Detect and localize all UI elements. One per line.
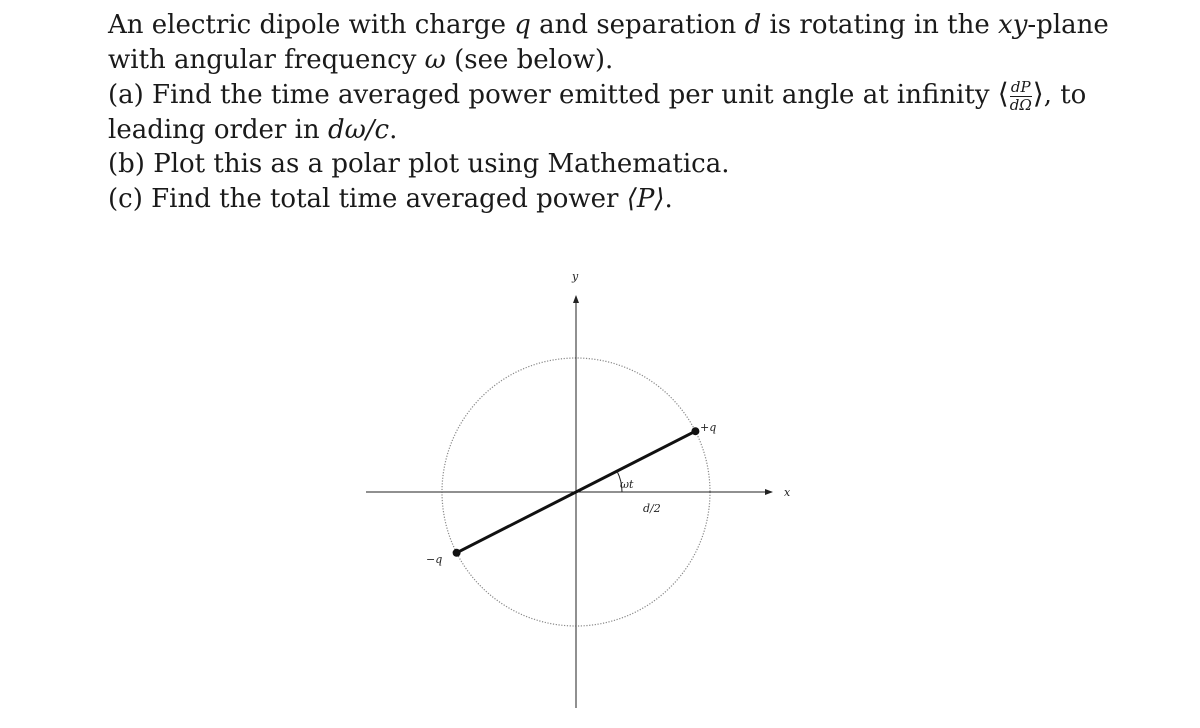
left-angle-bracket: ⟨ (997, 77, 1009, 110)
right-angle-bracket: ⟩ (1032, 77, 1044, 110)
part-a-text-1: (a) Find the time averaged power emitted per unit angle at infinity (108, 80, 998, 110)
positive-charge-label: +q (700, 421, 717, 434)
part-c-text-1: (c) Find the total time averaged power (108, 183, 627, 214)
negative-charge-label: −q (426, 553, 443, 566)
separation-symbol: d (744, 10, 762, 40)
plane-symbol: xy (998, 10, 1028, 40)
fraction-numerator: dP (1010, 77, 1031, 96)
x-axis-label: x (784, 486, 791, 499)
part-a-text-3: leading order in (108, 114, 328, 145)
negative-charge-dot (453, 549, 461, 557)
part-c-text-2: . (664, 183, 673, 214)
radius-label: d/2 (643, 502, 661, 515)
part-a-text-2: , to (1043, 80, 1087, 110)
total-power-expression: ⟨P⟩ (626, 183, 665, 214)
intro-text-4: -plane (1027, 10, 1109, 40)
intro-text-6: (see below). (445, 44, 614, 75)
intro-text-2: and separation (530, 10, 745, 40)
intro-text-5: with angular frequency (108, 44, 425, 75)
y-axis-label: y (572, 270, 579, 283)
leading-order-expression: dω/c (327, 114, 390, 145)
part-a-text-4: . (389, 114, 398, 145)
angle-label: ωt (620, 478, 634, 491)
part-b-text: (b) Plot this as a polar plot using Mathematica. (108, 149, 730, 179)
omega-symbol: ω (424, 44, 446, 75)
fraction-denominator: dΩ (1009, 95, 1032, 114)
intro-text-1: An electric dipole with charge (108, 10, 515, 40)
positive-charge-dot (691, 427, 699, 435)
charge-symbol: q (514, 10, 531, 40)
intro-text-3: is rotating in the (761, 10, 999, 40)
